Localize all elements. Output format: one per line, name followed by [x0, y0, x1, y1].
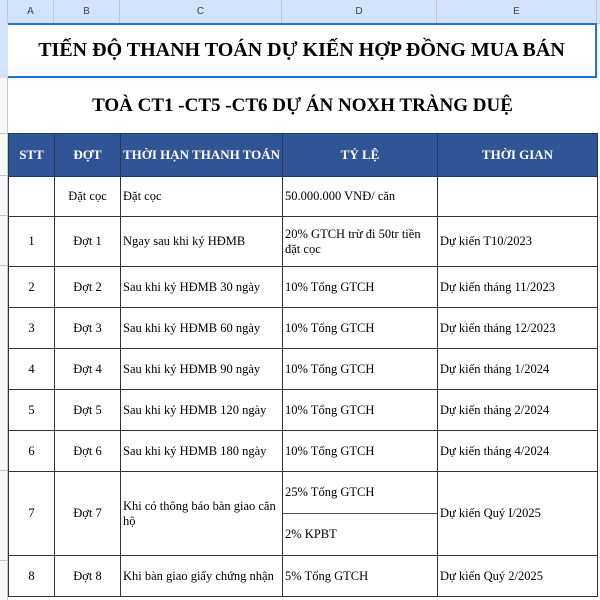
- cell-ty-le[interactable]: 10% Tổng GTCH: [283, 390, 438, 431]
- cell-dot[interactable]: Đợt 6: [55, 431, 121, 472]
- row-divider: [0, 215, 8, 216]
- header-ty-le[interactable]: TỶ LỆ: [283, 134, 438, 177]
- table-header-row: [9, 134, 598, 177]
- cell-thoi-gian[interactable]: Dự kiến tháng 12/2023: [438, 308, 598, 349]
- cell-thoi-han[interactable]: Ngay sau khi ký HĐMB: [121, 217, 283, 267]
- cell-ty-le[interactable]: 10% Tổng GTCH: [283, 267, 438, 308]
- cell-ty-le-split: [283, 472, 438, 556]
- table-row: [9, 556, 598, 597]
- sheet-title-cell[interactable]: TIẾN ĐỘ THANH TOÁN DỰ KIẾN HỢP ĐỒNG MUA BÁN: [8, 23, 597, 78]
- header-dot[interactable]: ĐỢT: [55, 134, 121, 177]
- cell-ty-le[interactable]: 10% Tổng GTCH: [283, 431, 438, 472]
- cell-dot[interactable]: Đợt 3: [55, 308, 121, 349]
- cell-thoi-gian[interactable]: Dự kiến Quý 2/2025: [438, 556, 598, 597]
- cell-thoi-han[interactable]: Sau khi ký HĐMB 180 ngày: [121, 431, 283, 472]
- cell-ty-le[interactable]: 50.000.000 VNĐ/ căn: [283, 177, 438, 217]
- cell-thoi-gian[interactable]: Dự kiến tháng 4/2024: [438, 431, 598, 472]
- sheet-subtitle-cell[interactable]: TOÀ CT1 -CT5 -CT6 DỰ ÁN NOXH TRÀNG DUỆ: [92, 94, 513, 116]
- cell-thoi-gian[interactable]: Dự kiến T10/2023: [438, 217, 598, 267]
- cell-dot[interactable]: Đợt 1: [55, 217, 121, 267]
- select-all-corner[interactable]: [0, 0, 8, 23]
- row-divider: [0, 133, 8, 134]
- cell-dot[interactable]: Đợt 5: [55, 390, 121, 431]
- cell-stt[interactable]: 2: [9, 267, 55, 308]
- cell-dot[interactable]: Đợt 7: [55, 472, 121, 556]
- cell-ty-le[interactable]: 10% Tổng GTCH: [283, 308, 438, 349]
- table-row: [9, 431, 598, 472]
- cell-thoi-gian[interactable]: Dự kiến tháng 1/2024: [438, 349, 598, 390]
- payment-schedule-table: [8, 133, 598, 597]
- table-row: [9, 267, 598, 308]
- cell-stt[interactable]: 7: [9, 472, 55, 556]
- column-header-bar: [0, 0, 600, 24]
- cell-dot[interactable]: Đặt cọc: [55, 177, 121, 217]
- table-row: [9, 390, 598, 431]
- cell-dot[interactable]: Đợt 2: [55, 267, 121, 308]
- cell-thoi-han[interactable]: Sau khi ký HĐMB 90 ngày: [121, 349, 283, 390]
- cell-dot[interactable]: Đợt 4: [55, 349, 121, 390]
- cell-ty-le[interactable]: 5% Tổng GTCH: [283, 556, 438, 597]
- cell-thoi-gian[interactable]: Dự kiến Quý I/2025: [438, 472, 598, 556]
- column-header-b[interactable]: B: [54, 0, 120, 23]
- cell-stt[interactable]: 3: [9, 308, 55, 349]
- table-row: [9, 177, 598, 217]
- cell-stt[interactable]: 4: [9, 349, 55, 390]
- row-number-gutter[interactable]: [0, 23, 8, 600]
- table-row: [9, 472, 598, 556]
- cell-thoi-han[interactable]: Đặt cọc: [121, 177, 283, 217]
- cell-stt[interactable]: 1: [9, 217, 55, 267]
- selected-row-indicator: [0, 23, 8, 78]
- column-header-d[interactable]: D: [282, 0, 437, 23]
- cell-thoi-gian[interactable]: [438, 177, 598, 217]
- table-row: [9, 349, 598, 390]
- header-thoi-gian[interactable]: THỜI GIAN: [438, 134, 598, 177]
- table-row: [9, 308, 598, 349]
- cell-dot[interactable]: Đợt 8: [55, 556, 121, 597]
- cell-stt[interactable]: 6: [9, 431, 55, 472]
- cell-ty-le-part-b[interactable]: 2% KPBT: [283, 513, 437, 555]
- cell-thoi-han[interactable]: Sau khi ký HĐMB 30 ngày: [121, 267, 283, 308]
- header-stt[interactable]: STT: [9, 134, 55, 177]
- cell-ty-le[interactable]: 10% Tổng GTCH: [283, 349, 438, 390]
- cell-stt[interactable]: [9, 177, 55, 217]
- column-header-e[interactable]: E: [437, 0, 597, 23]
- cell-ty-le-part-a[interactable]: 25% Tổng GTCH: [285, 485, 375, 499]
- cell-stt[interactable]: 5: [9, 390, 55, 431]
- cell-stt[interactable]: 8: [9, 556, 55, 597]
- column-header-a[interactable]: A: [8, 0, 54, 23]
- cell-thoi-han[interactable]: Khi có thông báo bàn giao căn hộ: [121, 472, 283, 556]
- row-divider: [0, 265, 8, 266]
- cell-thoi-gian[interactable]: Dự kiến tháng 2/2024: [438, 390, 598, 431]
- cell-thoi-han[interactable]: Khi bàn giao giấy chứng nhận: [121, 556, 283, 597]
- cell-thoi-han[interactable]: Sau khi ký HĐMB 60 ngày: [121, 308, 283, 349]
- column-header-c[interactable]: C: [120, 0, 282, 23]
- table-row: [9, 217, 598, 267]
- row-divider: [0, 560, 8, 561]
- cell-ty-le[interactable]: 20% GTCH trừ đi 50tr tiền đặt cọc: [283, 217, 438, 267]
- cell-thoi-han[interactable]: Sau khi ký HĐMB 120 ngày: [121, 390, 283, 431]
- row-divider: [0, 175, 8, 176]
- cell-thoi-gian[interactable]: Dự kiến tháng 11/2023: [438, 267, 598, 308]
- header-thoi-han[interactable]: THỜI HẠN THANH TOÁN: [121, 134, 283, 177]
- row-divider: [0, 470, 8, 471]
